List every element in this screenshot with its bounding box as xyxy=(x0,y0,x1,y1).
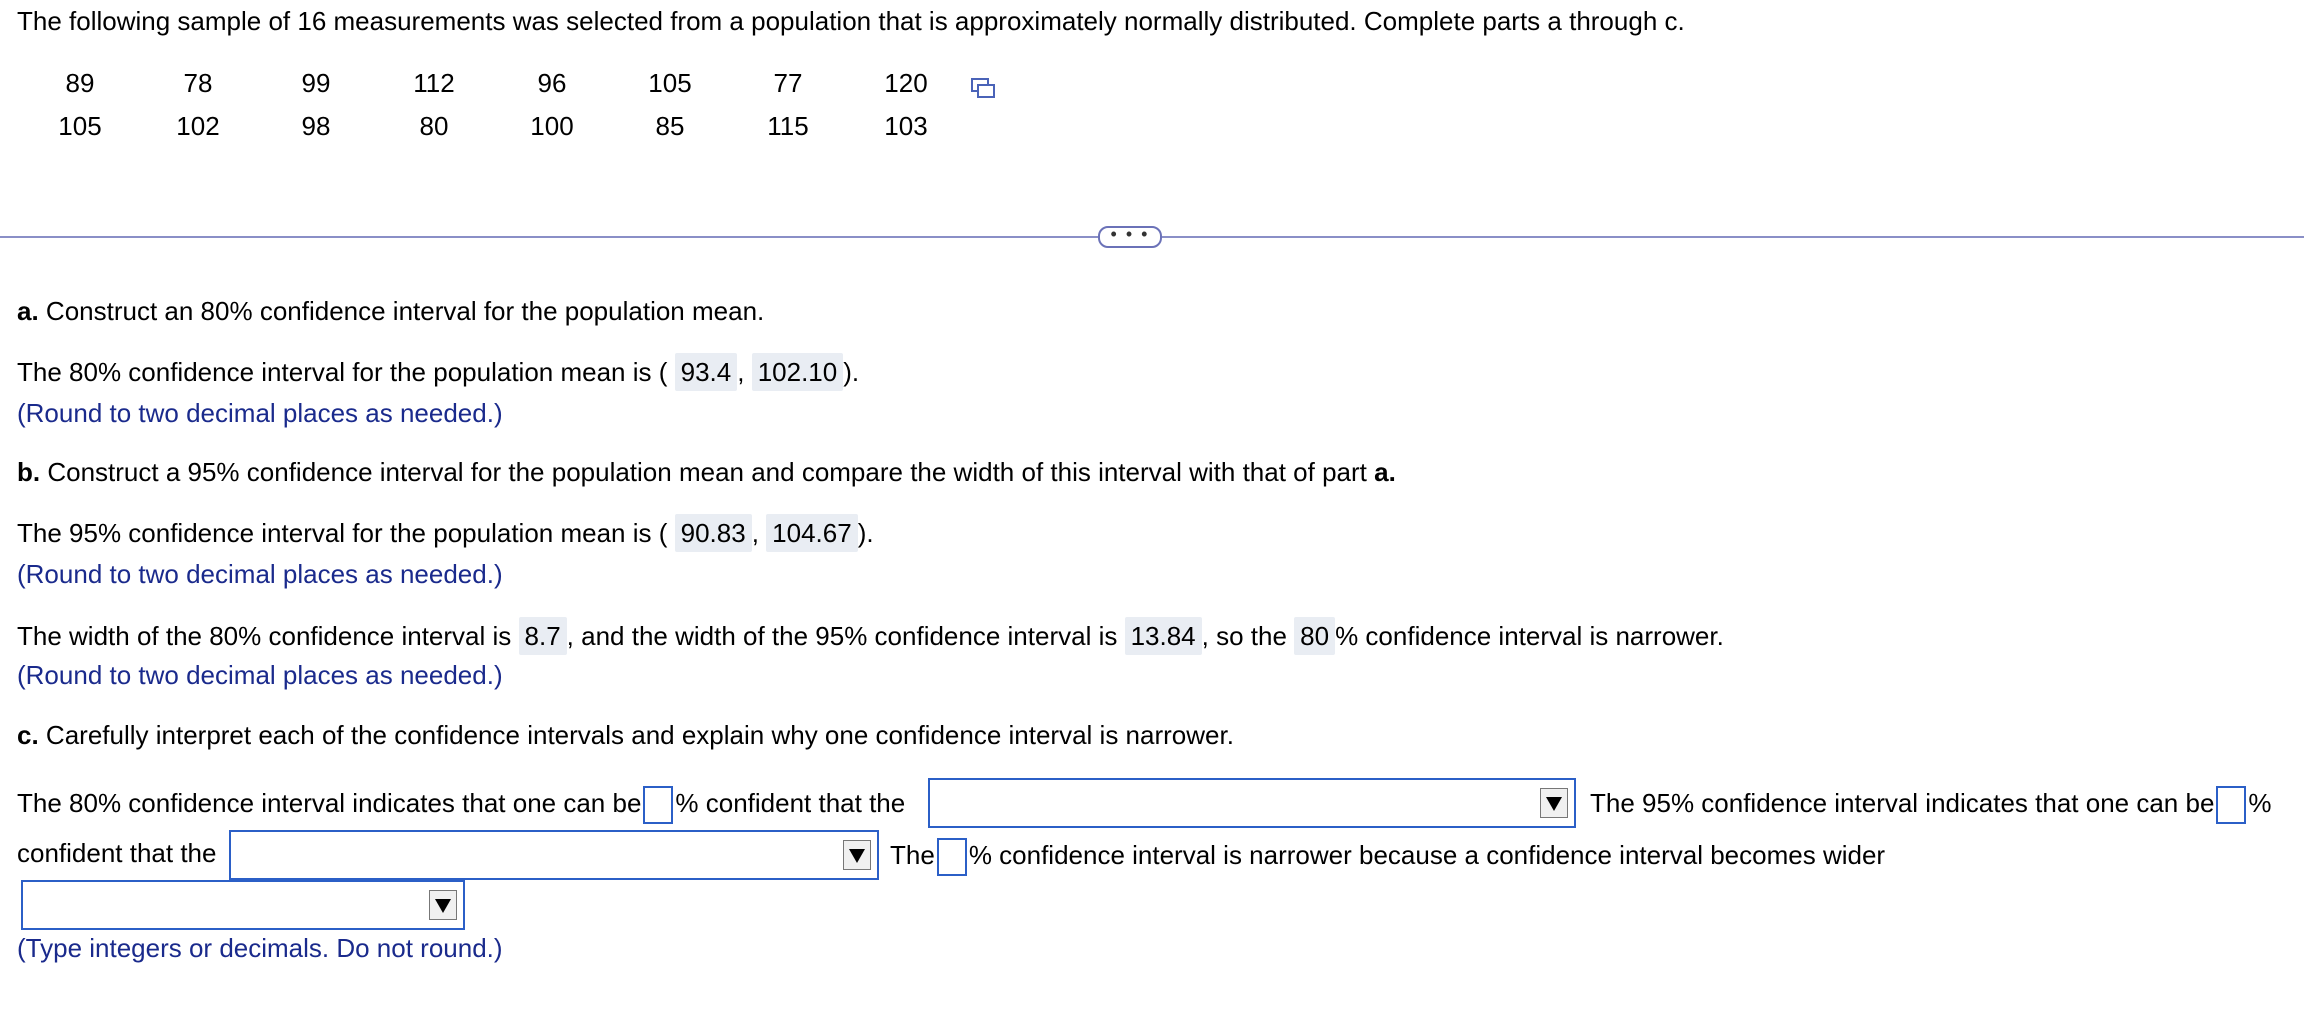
part-a-question-text: Construct an 80% confidence interval for the population mean. xyxy=(45,296,765,326)
part-c-question xyxy=(17,720,1234,751)
interpretation-95-dropdown[interactable] xyxy=(229,830,879,880)
part-a-hint: (Round to two decimal places as needed.) xyxy=(17,398,503,428)
part-c-line-2 xyxy=(890,838,1885,876)
problem-intro: The following sample of 16 measurements was selected from a population that is approximately normally distributed. Complete parts a through c. xyxy=(17,6,1685,36)
part-a-lower-value[interactable]: 93.4 xyxy=(675,353,738,391)
chevron-down-icon[interactable] xyxy=(843,840,871,870)
data-cell: 103 xyxy=(884,111,928,141)
data-cell: 77 xyxy=(773,68,803,98)
data-cell: 105 xyxy=(58,111,102,141)
wider-reason-dropdown[interactable] xyxy=(21,880,465,930)
width-text-1: The width of the 80% confidence interval is xyxy=(17,621,512,651)
data-cell: 99 xyxy=(301,68,331,98)
width-text-2: , and the width of the 95% confidence interval is xyxy=(566,621,1118,651)
data-cell: 85 xyxy=(655,111,685,141)
narrower-level-value[interactable]: 80 xyxy=(1294,617,1335,655)
width-text-4: % confidence interval is narrower. xyxy=(1335,621,1724,651)
width-text-3: , so the xyxy=(1201,621,1287,651)
part-b-question xyxy=(17,457,1396,488)
part-b-answer-prefix: The 95% confidence interval for the population mean is ( xyxy=(17,518,668,548)
part-c-text-5: confident that the xyxy=(17,838,217,868)
part-c-question-text: Carefully interpret each of the confidence intervals and explain why one confidence interval is narrower. xyxy=(45,720,1234,750)
data-cell: 102 xyxy=(176,111,220,141)
data-cell: 115 xyxy=(767,111,809,141)
data-cell: 78 xyxy=(183,68,213,98)
chevron-down-icon[interactable] xyxy=(429,890,457,920)
part-c-text-1: The 80% confidence interval indicates that one can be xyxy=(17,787,642,818)
part-a-upper-value[interactable]: 102.10 xyxy=(752,353,844,391)
width-hint: (Round to two decimal places as needed.) xyxy=(17,660,503,690)
data-cell: 89 xyxy=(65,68,95,98)
part-c-line-1b xyxy=(1590,786,2272,824)
width-80-value[interactable]: 8.7 xyxy=(519,617,567,655)
part-b-question-text: Construct a 95% confidence interval for the population mean and compare the width of this interval with that of part xyxy=(47,457,1367,487)
part-c-text-3: The 95% confidence interval indicates that one can be xyxy=(1590,787,2215,818)
part-c-text-2: % confident that the xyxy=(675,787,906,818)
part-b-label: b. xyxy=(17,457,41,487)
data-cell: 105 xyxy=(648,68,692,98)
data-cell: 120 xyxy=(884,68,928,98)
data-cell: 98 xyxy=(301,111,331,141)
part-c-label: c. xyxy=(17,720,39,750)
copy-data-icon[interactable] xyxy=(970,76,996,102)
chevron-down-icon[interactable] xyxy=(1540,788,1568,818)
part-b-upper-value[interactable]: 104.67 xyxy=(766,514,858,552)
data-cell: 100 xyxy=(530,111,574,141)
part-b-answer: The 95% confidence interval for the population mean is ( 90.83 , 104.67 ). xyxy=(17,514,874,552)
part-c-line-1a xyxy=(17,786,905,824)
data-cell: 80 xyxy=(419,111,449,141)
part-a-question xyxy=(17,296,764,327)
part-a-label: a. xyxy=(17,296,39,326)
part-b-question-end: a. xyxy=(1374,457,1396,487)
data-cell: 96 xyxy=(537,68,567,98)
part-b-answer-suffix: ). xyxy=(857,518,874,548)
part-b-hint: (Round to two decimal places as needed.) xyxy=(17,559,503,589)
narrower-level-input[interactable] xyxy=(937,838,967,876)
interpretation-80-dropdown[interactable] xyxy=(928,778,1576,828)
part-c-text-4: % xyxy=(2248,787,2272,818)
part-b-lower-value[interactable]: 90.83 xyxy=(675,514,752,552)
part-c-text-7: % confidence interval is narrower because a confidence interval becomes wider xyxy=(968,839,1886,870)
part-a-answer-prefix: The 80% confidence interval for the population mean is ( xyxy=(17,357,668,387)
data-cell: 112 xyxy=(413,68,455,98)
part-a-answer: The 80% confidence interval for the population mean is ( 93.4 , 102.10 ). xyxy=(17,353,859,391)
confidence-95-input[interactable] xyxy=(2216,786,2246,824)
expand-more-button[interactable]: • • • xyxy=(1098,226,1162,248)
width-comparison xyxy=(17,617,1724,655)
confidence-80-input[interactable] xyxy=(643,786,673,824)
part-a-answer-suffix: ). xyxy=(843,357,860,387)
width-95-value[interactable]: 13.84 xyxy=(1125,617,1202,655)
part-c-hint: (Type integers or decimals. Do not round.) xyxy=(17,933,503,963)
part-c-text-6: The xyxy=(890,839,935,870)
